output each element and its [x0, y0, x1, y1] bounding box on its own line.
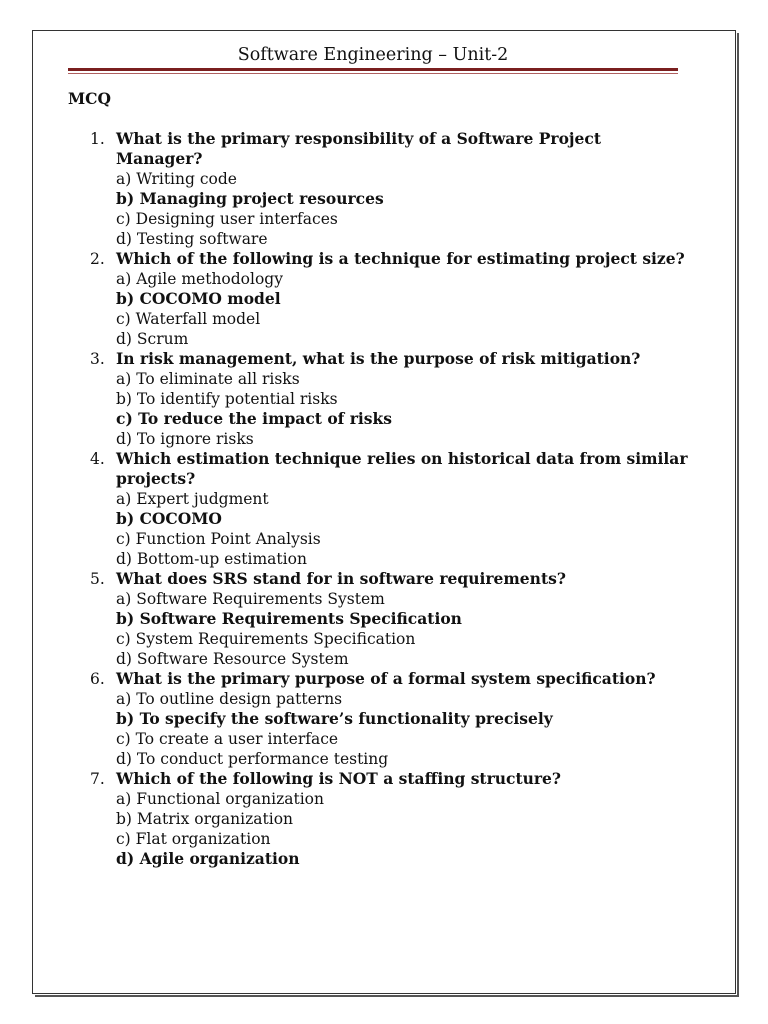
- correct-answer-option: b) COCOMO model: [116, 289, 281, 308]
- question-number: 2.: [90, 250, 105, 268]
- question-item: [90, 349, 690, 449]
- answer-option: c) System Requirements Specification: [116, 630, 416, 648]
- answer-option: c) To create a user interface: [116, 730, 339, 748]
- correct-answer-option: d) Agile organization: [116, 849, 300, 868]
- question-text: What is the primary responsibility of a Software Project Manager?: [116, 129, 601, 168]
- answer-option: c) Waterfall model: [116, 310, 261, 328]
- question-text: Which estimation technique relies on historical data from similar projects?: [116, 449, 688, 488]
- answer-option: c) Designing user interfaces: [116, 210, 338, 228]
- question-item: [90, 129, 690, 249]
- question-item: [90, 769, 690, 869]
- question-number: 6.: [90, 670, 105, 688]
- answer-option: b) To identify potential risks: [116, 390, 338, 408]
- question-text: Which of the following is a technique for estimating project size?: [116, 249, 685, 268]
- question-text: What does SRS stand for in software requirements?: [116, 569, 566, 588]
- answer-option: a) Functional organization: [116, 790, 324, 808]
- answer-option: a) Agile methodology: [116, 270, 283, 288]
- question-item: [90, 249, 690, 349]
- question-text: What is the primary purpose of a formal system specification?: [116, 669, 656, 688]
- correct-answer-option: b) Managing project resources: [116, 189, 384, 208]
- answer-option: d) Software Resource System: [116, 650, 349, 668]
- question-number: 5.: [90, 570, 105, 588]
- answer-option: c) Function Point Analysis: [116, 530, 321, 548]
- answer-option: d) Bottom-up estimation: [116, 550, 307, 568]
- answer-option: d) Testing software: [116, 230, 268, 248]
- question-text: In risk management, what is the purpose of risk mitigation?: [116, 349, 641, 368]
- page-header-title: Software Engineering – Unit-2: [237, 45, 509, 65]
- question-number: 7.: [90, 770, 105, 788]
- answer-option: d) To ignore risks: [116, 430, 254, 448]
- correct-answer-option: b) Software Requirements Specification: [116, 609, 462, 628]
- header-rule-thin: [68, 73, 678, 74]
- question-item: [90, 669, 690, 769]
- answer-option: d) Scrum: [116, 330, 189, 348]
- answer-option: a) To outline design patterns: [116, 690, 343, 708]
- answer-option: a) To eliminate all risks: [116, 370, 300, 388]
- section-heading: MCQ: [68, 89, 111, 108]
- correct-answer-option: b) COCOMO: [116, 509, 222, 528]
- answer-option: a) Expert judgment: [116, 490, 269, 508]
- question-item: [90, 569, 690, 669]
- correct-answer-option: c) To reduce the impact of risks: [116, 409, 392, 428]
- question-item: [90, 449, 690, 569]
- answer-option: c) Flat organization: [116, 830, 271, 848]
- answer-option: d) To conduct performance testing: [116, 750, 389, 768]
- question-number: 4.: [90, 450, 105, 468]
- answer-option: a) Software Requirements System: [116, 590, 385, 608]
- answer-option: a) Writing code: [116, 170, 237, 188]
- correct-answer-option: b) To specify the software’s functionality precisely: [116, 709, 553, 728]
- question-text: Which of the following is NOT a staffing structure?: [116, 769, 562, 788]
- header-rule: [68, 68, 678, 71]
- question-number: 1.: [90, 130, 105, 148]
- question-list: [90, 129, 690, 869]
- question-number: 3.: [90, 350, 105, 368]
- answer-option: b) Matrix organization: [116, 810, 294, 828]
